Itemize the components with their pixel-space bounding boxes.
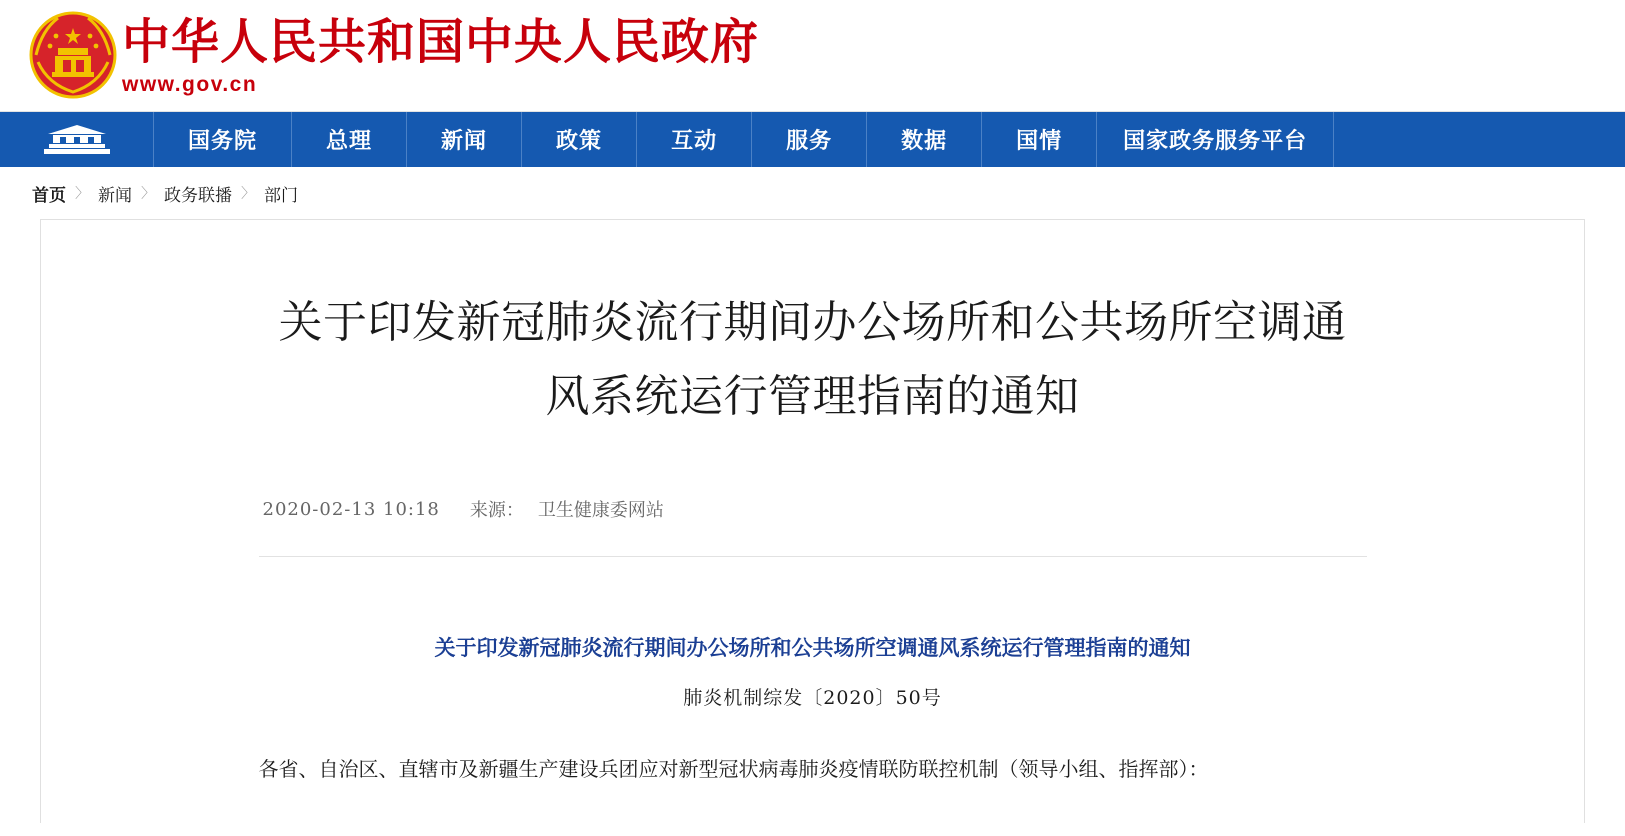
article-card <box>40 219 1585 823</box>
nav-item-zhengce[interactable] <box>522 112 637 167</box>
nav-item-label: 互动 <box>671 128 718 153</box>
nav-item-label: 新闻 <box>441 128 488 153</box>
nav-item-hudong[interactable] <box>637 112 752 167</box>
source-label: 来源： <box>469 500 524 521</box>
nav-home-button[interactable] <box>0 112 154 167</box>
breadcrumb-separator-icon: 〉 <box>75 185 89 201</box>
breadcrumb <box>0 167 1625 219</box>
breadcrumb-item-government-broadcast[interactable]: 政务联播 <box>164 185 232 206</box>
source-name[interactable]: 卫生健康委网站 <box>537 500 664 521</box>
nav-item-government-service-platform[interactable] <box>1097 112 1334 167</box>
meta-divider <box>259 556 1367 557</box>
article-meta <box>259 496 1367 522</box>
gov-home-icon <box>40 123 114 157</box>
site-header <box>0 0 1625 112</box>
nav-item-shuju[interactable] <box>867 112 982 167</box>
nav-item-label: 国务院 <box>188 128 258 153</box>
site-title: 中华人民共和国中央人民政府 <box>122 14 760 70</box>
page-title: 关于印发新冠肺炎流行期间办公场所和公共场所空调通风系统运行管理指南的通知 <box>278 297 1347 422</box>
page-body <box>0 219 1625 823</box>
breadcrumb-item-home[interactable]: 首页 <box>32 185 66 206</box>
breadcrumb-separator-icon: 〉 <box>241 185 255 201</box>
breadcrumb-item-department[interactable]: 部门 <box>264 185 298 206</box>
nav-item-guowuyuan[interactable] <box>154 112 292 167</box>
national-emblem-icon <box>28 10 118 100</box>
document-number: 肺炎机制综发〔2020〕50号 <box>683 687 942 709</box>
nav-item-zongli[interactable] <box>292 112 407 167</box>
nav-item-xinwen[interactable] <box>407 112 522 167</box>
document-heading: 关于印发新冠肺炎流行期间办公场所和公共场所空调通风系统运行管理指南的通知 <box>434 635 1191 660</box>
site-url: www.gov.cn <box>122 73 258 96</box>
nav-item-guoqing[interactable] <box>982 112 1097 167</box>
site-logo[interactable] <box>122 14 759 98</box>
nav-item-label: 政策 <box>556 128 603 153</box>
nav-item-label: 国家政务服务平台 <box>1123 128 1308 153</box>
document-salutation: 各省、自治区、直辖市及新疆生产建设兵团应对新型冠状病毒肺炎疫情联防联控机制（领导小组、指挥部）： <box>258 757 1209 781</box>
breadcrumb-item-news[interactable]: 新闻 <box>98 185 132 206</box>
nav-item-label: 总理 <box>326 128 373 153</box>
nav-item-label: 数据 <box>901 128 948 153</box>
nav-item-fuwu[interactable] <box>752 112 867 167</box>
main-navigation <box>0 112 1625 167</box>
publish-date: 2020-02-13 10:18 <box>262 498 440 520</box>
breadcrumb-separator-icon: 〉 <box>141 185 155 201</box>
nav-item-label: 国情 <box>1016 128 1063 153</box>
nav-item-label: 服务 <box>786 128 833 153</box>
